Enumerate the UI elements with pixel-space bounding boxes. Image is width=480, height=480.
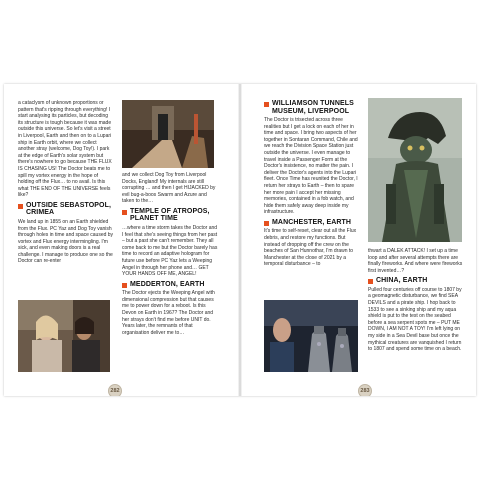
photo-crimea-scene	[18, 300, 110, 372]
section-bullet-icon	[264, 221, 269, 226]
section-heading	[122, 208, 218, 223]
section-heading	[122, 281, 218, 289]
section-title: WILLIAMSON TUNNELS MUSEUM, LIVERPOOL	[272, 100, 354, 115]
section-text: Pulled four centuries off course to 1807 by a geomagnetic disturbance, we find SEA DEVILS and a pirate ship. I hop back to 1533 to see a sinking ship and my aqua shield is put to the test on the seabed before a sea serpent spots me – PUT ME DOWN, I AM NOT A TOY! I'm left lying on my side in a Sea Devil base but once the mythical creatures are vanquished I return to 1807 and spend some time on a beach.	[368, 286, 462, 353]
section-text: …where a time storm takes the Doctor and I feel that she's seeing things from her past – but a past she can't remember. They all come back to me but the Doctor barely has time to record an adaptive hologram for future use before PC Yaz lets a Weeping Angel in through her phone and… GET YOUR HANDS OFF ME, ANGEL!	[122, 224, 218, 278]
right-column-2	[368, 248, 464, 356]
section-bullet-icon	[368, 279, 373, 284]
section-title: MEDDERTON, EARTH	[130, 280, 205, 288]
section-bullet-icon	[264, 102, 269, 107]
section-text: The Doctor ejects the Weeping Angel with dimensional compression but that causes me to power down for a reboot. Is this Devon on Earth in 1967? The Doctor and her strays don't find me before UNIT do. Years later, the remnants of that organisation deliver me to…	[122, 290, 215, 336]
section-title: MANCHESTER, EARTH	[272, 218, 352, 226]
section-bullet-icon	[122, 283, 127, 288]
section-title: TEMPLE OF ATROPOS, PLANET TIME	[130, 207, 210, 223]
section-text: We land up in 1855 on an Earth shielded from the Flux. PC Yaz and Dog Toy vanish through holes in time and space caused by vortex and Flux energy intermingling. I'm sick, and even making doors is a real challenge. I manage to produce one so the Doctor can re-enter	[18, 218, 114, 265]
column-text: and we collect Dog Toy from Liverpool Docks, England! My internals are still corrupting … and then I get HIJACKED by evil bug-a-boos Swarm and Azure and taken to the…	[122, 172, 216, 205]
photo-dalek-attack	[264, 300, 358, 372]
section-heading	[18, 202, 114, 217]
right-page	[240, 84, 476, 396]
book-spread	[4, 84, 476, 396]
section-heading	[264, 100, 360, 115]
section-title: OUTSIDE SEBASTOPOL, CRIMEA	[26, 201, 112, 217]
page-number: 282	[108, 384, 122, 396]
intro-text: a cataclysm of unknown proportions or pattern that's ripping through everything! I start analysing its particles, but decoding its structure is tough because it was made outside this universe. So let's visit a street in Liverpool, Earth and then on to a Lupari ship in Earth orbit, where we collect another stray (welcome, Dog Toy!). I park at the edge of Earth's solar system but there's nowhere to go because THE FLUX IS CHASING US! The Doctor beats me to spill my vortex energy in the hope of holding off the Flux… to no avail. Is this what THE END OF THE UNIVERSE feels like?	[18, 100, 112, 199]
column-text: thwart a DALEK ATTACK! I set up a time loop and after several attempts there are finally fireworks. And where were fireworks first invented…?	[368, 248, 463, 274]
section-heading	[264, 219, 360, 227]
section-heading	[368, 277, 464, 285]
right-column-1	[264, 98, 360, 271]
page-number: 283	[358, 384, 372, 396]
section-bullet-icon	[18, 204, 23, 209]
left-column-1	[18, 100, 114, 268]
section-bullet-icon	[122, 210, 127, 215]
photo-sea-devil	[368, 98, 462, 242]
photo-liverpool-docks	[122, 100, 214, 168]
section-text: It's time to self-reset, clear out all the Flux debris, and restore my functions. But instead of dropping off the crew on the beaches of San Hunnothar, I'm drawn to Manchester at the close of 2021 by a temporal disturbance – to	[264, 228, 357, 268]
left-column-2	[122, 172, 218, 339]
section-title: CHINA, EARTH	[376, 277, 428, 285]
section-text: The Doctor is trisected across three realities but I get a lock on each of her in time and space. I bring two aspects of her together in Sontaran Command, Chile and we reach the Division Space Station just outside the universe. I even manage to travel inside a Passenger Form at the Doctor's insistence, no matter the pain. I deliver the Doctor's agents into the Lupari fleet. Once Time has reunited the Doctor, I return her strays to Earth – then to spare her more pain I accept her missing memories, contained in a fob watch, and hide them safely away deep inside my infrastructure.	[264, 117, 358, 216]
left-page	[4, 84, 240, 396]
